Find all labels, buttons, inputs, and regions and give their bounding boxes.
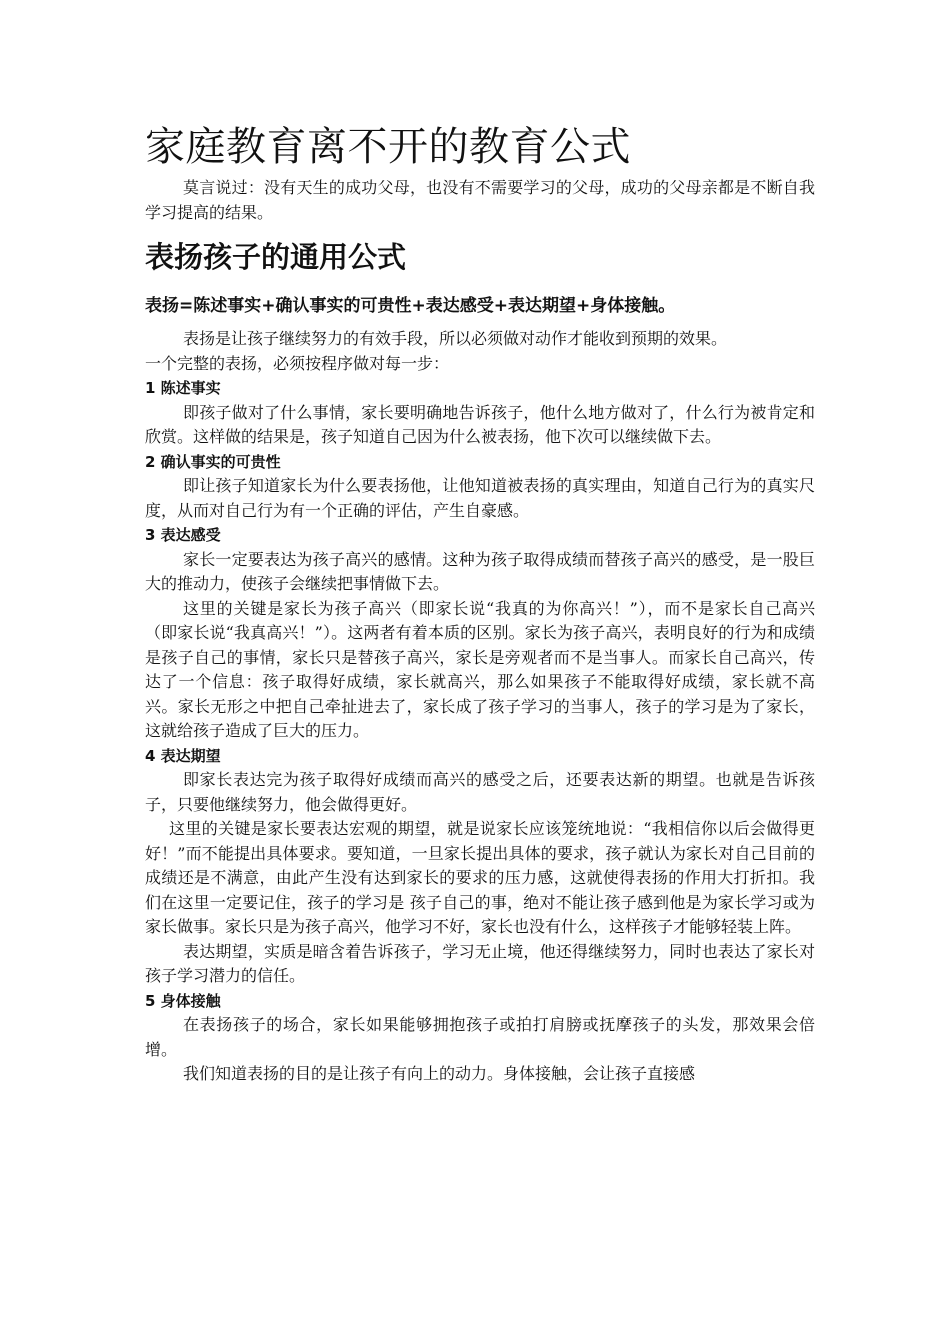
formula-heading: 表扬=陈述事实+确认事实的可贵性+表达感受+表达期望+身体接触。 [145, 296, 676, 316]
step-5-text-2: 我们知道表扬的目的是让孩子有向上的动力。身体接触，会让孩子直接感 [183, 1064, 696, 1083]
document-title: 家庭教育离不开的教育公式 [145, 124, 631, 170]
step-4-text-2: 这里的关键是家长要表达宏观的期望，就是说家长应该笼统地说：“我相信你以后会做得更好！”而不能提出具体要求。要知道，一旦家长提出具体的要求，孩子就认为家长对自己目前的成绩还是不满意，由此产生没有达到家长的要求的压力感，这就使得表扬的作用大打折扣。我们在这里一定要记住，孩子的学习是 孩子自己的事，绝对不能让孩子感到他是为家长学习或为家长做事。家长只是为孩子高兴，他学习不好，家长也没有什么，这样孩子才能够轻装上阵。 [145, 819, 815, 936]
step-1-text: 即孩子做对了什么事情，家长要明确地告诉孩子，他什么地方做对了，什么行为被肯定和欣赏。这样做的结果是，孩子知道自己因为什么被表扬，他下次可以继续做下去。 [145, 402, 815, 446]
document-page [145, 118, 815, 1087]
step-1-title: 1 陈述事实 [145, 379, 221, 397]
paragraph-steps-intro: 一个完整的表扬，必须按程序做对每一步： [145, 353, 450, 373]
step-4-text-3: 表达期望，实质是暗含着告诉孩子，学习无止境，他还得继续努力，同时也表达了家长对孩子学习潜力的信任。 [145, 941, 815, 985]
step-5-text-1: 在表扬孩子的场合，家长如果能够拥抱孩子或拍打肩膀或抚摩孩子的头发，那效果会倍增。 [145, 1015, 815, 1059]
step-3-title: 3 表达感受 [145, 526, 221, 544]
step-4-text-1: 即家长表达完为孩子取得好成绩而高兴的感受之后，还要表达新的期望。也就是告诉孩子，只要他继续努力，他会做得更好。 [145, 770, 815, 814]
paragraph-effective-means: 表扬是让孩子继续努力的有效手段，所以必须做对动作才能收到预期的效果。 [183, 329, 728, 348]
section-heading: 表扬孩子的通用公式 [145, 240, 407, 274]
step-4-title: 4 表达期望 [145, 746, 221, 765]
step-5-title: 5 身体接触 [145, 991, 221, 1010]
intro-paragraph: 莫言说过：没有天生的成功父母，也没有不需要学习的父母，成功的父母亲都是不断自我学习提高的结果。 [145, 178, 815, 222]
step-3-text-2: 这里的关键是家长为孩子高兴（即家长说“我真的为你高兴！”），而不是家长自己高兴（即家长说“我真高兴！”）。这两者有着本质的区别。家长为孩子高兴，表明良好的行为和成绩是孩子自己的事情，家长只是替孩子高兴，家长是旁观者而不是当事人。而家长自己高兴，传达了一个信息：孩子取得好成绩，家长就高兴，那么如果孩子不能取得好成绩，家长就不高兴。家长无形之中把自己牵扯进去了，家长成了孩子学习的当事人，孩子的学习是为了家长，这就给孩子造成了巨大的压力。 [145, 598, 815, 740]
step-3-text-1: 家长一定要表达为孩子高兴的感情。这种为孩子取得成绩而替孩子高兴的感受，是一股巨大的推动力，使孩子会继续把事情做下去。 [145, 549, 815, 593]
step-2-text: 即让孩子知道家长为什么要表扬他，让他知道被表扬的真实理由，知道自己行为的真实尺度，从而对自己行为有一个正确的评估，产生自豪感。 [145, 476, 815, 520]
step-2-title: 2 确认事实的可贵性 [145, 452, 281, 471]
